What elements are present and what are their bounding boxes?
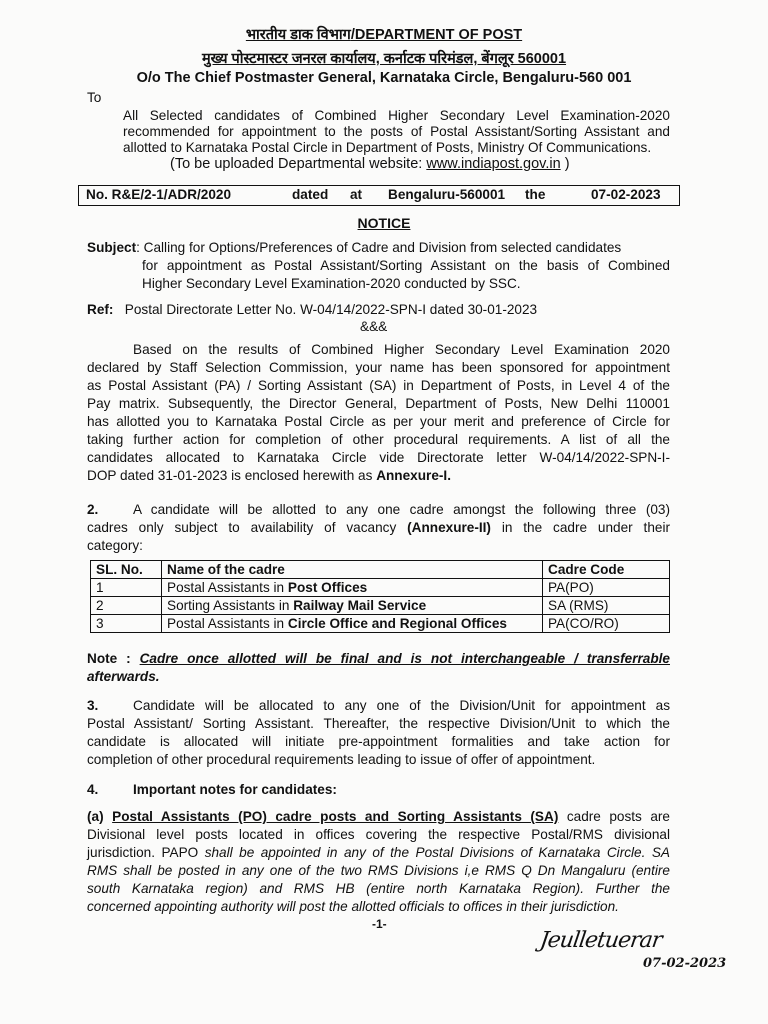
annexure-2-label: (Annexure-II) <box>407 520 491 535</box>
ref-label: Ref: <box>87 302 114 317</box>
row-cadre-code: SA (RMS) <box>543 597 670 615</box>
note-a-line-1 <box>87 808 670 826</box>
note-a-line-5: south Karnataka region) and RMS HB (entire north Karnataka Region). Further the <box>87 881 670 896</box>
note-a-prefix: (a) <box>87 809 113 824</box>
row-sl: 1 <box>91 579 162 597</box>
row-cadre-name <box>162 597 543 615</box>
addressee-line-1: All Selected candidates of Combined Higher Secondary Level Examination-2020 <box>123 108 670 123</box>
ref-text: Postal Directorate Letter No. W-04/14/2022-SPN-I dated 30-01-2023 <box>124 302 538 317</box>
website-line <box>170 155 570 173</box>
row-name-prefix: Sorting Assistants in <box>167 598 294 613</box>
subject-line-1 <box>87 239 621 257</box>
cadre-table-header <box>91 561 670 579</box>
addressee-line-2: recommended for appointment to the posts of Postal Assistant/Sorting Assistant and <box>123 124 670 139</box>
para3-line-2: Postal Assistant/ Sorting Assistant. Thereafter, the respective Division/Unit to which the <box>87 716 670 731</box>
header-sl-no: SL. No. <box>91 561 162 579</box>
signature-date: 07-02-2023 <box>643 956 727 971</box>
note-a-bold: Postal Assistants (PO) cadre posts and Sorting Assistants (SA) <box>112 809 559 824</box>
reference-number: No. R&E/2-1/ADR/2020 <box>86 187 232 202</box>
para2-number: 2. <box>87 502 99 517</box>
hindi-office-name: मुख्य पोस्टमास्टर जनरल कार्यालय, कर्नाटक परिमंडल, बेंगलूर 560001 <box>201 51 567 67</box>
subject-text-1: : Calling for Options/Preferences of Cadre and Division from selected candidates <box>136 240 622 255</box>
row-name-bold: Circle Office and Regional Offices <box>287 616 507 631</box>
header-cadre-name: Name of the cadre <box>162 561 543 579</box>
para1-line-8 <box>87 467 451 485</box>
website-link[interactable]: www.indiapost.gov.in <box>426 156 561 172</box>
para1-line-7: candidates allocated to Karnataka Circle vide Directorate letter W-04/14/2022-SPN-I- <box>87 450 670 465</box>
note-a-line-3 <box>87 844 670 862</box>
website-prefix: (To be uploaded Departmental website: <box>170 156 427 172</box>
page-number: -1- <box>372 917 387 931</box>
row-name-bold: Railway Mail Service <box>293 598 427 613</box>
signature-scrawl: Jeulletuerar <box>538 928 664 953</box>
note-a-line-6: concerned appointing authority will post the allotted officials to offices in their jurisdiction. <box>87 899 619 914</box>
row-name-prefix: Postal Assistants in <box>167 580 288 595</box>
row-name-prefix: Postal Assistants in <box>167 616 288 631</box>
english-department-name: /DEPARTMENT OF POST <box>350 27 523 43</box>
para1-line-6: taking further action for completion of other procedural requirements. A list of all the <box>87 432 670 447</box>
row-cadre-name <box>162 579 543 597</box>
para2-line-3: category: <box>87 538 143 553</box>
website-suffix: ) <box>560 156 570 172</box>
para2-line-2 <box>87 519 670 537</box>
para4-title: Important notes for candidates: <box>133 782 337 797</box>
para3-line-4: completion of other procedural requirements leading to issue of offer of appointment. <box>87 752 596 767</box>
annexure-1-label: Annexure-I. <box>376 468 451 483</box>
para1-line-3: as Postal Assistant (PA) / Sorting Assistant (SA) in Department of Posts, in Level 4 of the <box>87 378 670 393</box>
note-a-line-2: Divisional level posts located in offices covering the respective Postal/RMS divisional <box>87 827 670 842</box>
para1-line-5: has allotted you to Karnataka Postal Circle as per your merit and preference of Circle for <box>87 414 670 429</box>
para2-line-2-prefix: cadres only subject to availability of vacancy <box>87 520 408 535</box>
para3-line-3: candidate is allocated will initiate pre-appointment formalities and take action for <box>87 734 670 749</box>
reference-date: 07-02-2023 <box>591 187 661 202</box>
department-header <box>0 24 768 44</box>
subject-line-3: Higher Secondary Level Examination-2020 conducted by SSC. <box>142 276 521 291</box>
para3-number: 3. <box>87 698 99 713</box>
table-row <box>91 597 670 615</box>
note-line-2: afterwards. <box>87 669 160 684</box>
note-label: Note : <box>87 651 140 666</box>
para1-line-8-text: DOP dated 31-01-2023 is enclosed herewith as <box>87 468 377 483</box>
para2-line-1: A candidate will be allotted to any one cadre amongst the following three (03) <box>133 502 670 517</box>
para1-line-2: declared by Staff Selection Commission, your name has been sponsored for appointment <box>87 360 670 375</box>
row-cadre-code: PA(CO/RO) <box>543 615 670 633</box>
table-row <box>91 579 670 597</box>
ref-line <box>87 301 537 319</box>
note-a-line-4: RMS shall be posted in any one of the two RMS Divisions i,e RMS Q Dn Mangaluru (entire <box>87 863 670 878</box>
subject-label: Subject <box>87 240 137 255</box>
para1-line-4: Pay matrix. Subsequently, the Director General, Department of Posts, New Delhi 110001 <box>87 396 670 411</box>
para1-line-1: Based on the results of Combined Higher Secondary Level Examination 2020 <box>133 342 670 357</box>
addressee-line-3: allotted to Karnataka Postal Circle in Department of Posts, Ministry Of Communications. <box>123 140 652 155</box>
row-cadre-code: PA(PO) <box>543 579 670 597</box>
notice-title: NOTICE <box>357 215 411 231</box>
reference-at: at <box>350 187 363 202</box>
cadre-table <box>90 560 670 633</box>
note-a-suffix: cadre posts are <box>558 809 670 824</box>
para4-number: 4. <box>87 782 99 797</box>
row-sl: 2 <box>91 597 162 615</box>
subject-line-2: for appointment as Postal Assistant/Sorting Assistant on the basis of Combined <box>142 258 670 273</box>
note-a-line-3-plain: jurisdiction. PAPO <box>87 845 205 860</box>
table-row <box>91 615 670 633</box>
para3-line-1: Candidate will be allocated to any one of the Division/Unit for appointment as <box>133 698 670 713</box>
to-label: To <box>87 90 102 105</box>
reference-place: Bengaluru-560001 <box>388 187 506 202</box>
hindi-department-name: भारतीय डाक विभाग <box>245 27 351 43</box>
note-a-line-3-italic: shall be appointed in any of the Postal Divisions of Karnataka Circle. SA <box>204 845 670 860</box>
ref-separator: &&& <box>360 319 388 334</box>
header-cadre-code: Cadre Code <box>543 561 670 579</box>
reference-dated: dated <box>292 187 329 202</box>
reference-the: the <box>525 187 546 202</box>
note-line-1 <box>87 650 670 668</box>
english-office-name: O/o The Chief Postmaster General, Karnataka Circle, Bengaluru-560 001 <box>136 70 632 86</box>
para2-line-2-suffix: in the cadre under their <box>490 520 670 535</box>
note-text-1: Cadre once allotted will be final and is not interchangeable / transferrable <box>139 651 670 666</box>
row-cadre-name <box>162 615 543 633</box>
row-name-bold: Post Offices <box>287 580 368 595</box>
row-sl: 3 <box>91 615 162 633</box>
